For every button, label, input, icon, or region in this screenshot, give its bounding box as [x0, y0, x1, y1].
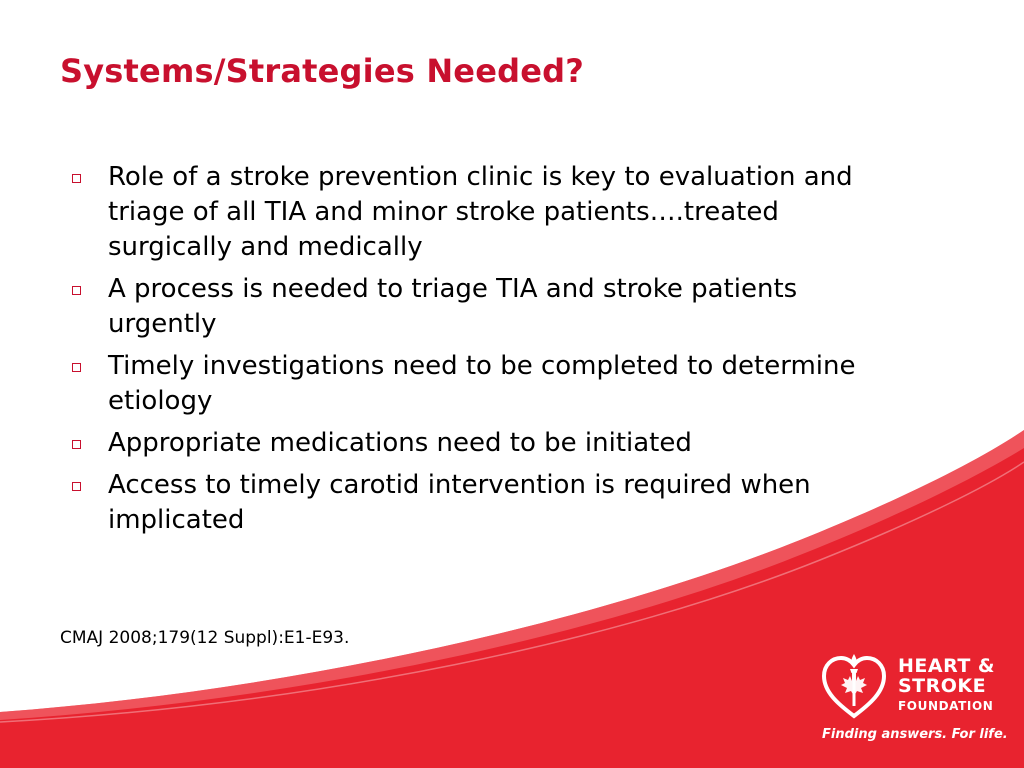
bullet-text: Access to timely carotid intervention is required when implicated — [108, 470, 811, 535]
logo-line-stroke: STROKE — [898, 675, 987, 697]
list-item — [68, 349, 858, 419]
logo-wordmark — [898, 656, 995, 716]
list-item — [68, 160, 858, 265]
logo-line-foundation: FOUNDATION — [898, 699, 994, 713]
list-item — [68, 426, 858, 461]
square-bullet-icon — [72, 286, 81, 295]
logo-tagline: Finding answers. For life. — [822, 727, 1008, 742]
bullet-list — [68, 160, 858, 545]
square-bullet-icon — [72, 174, 81, 183]
list-item — [68, 468, 858, 538]
bullet-text: Role of a stroke prevention clinic is key to evaluation and triage of all TIA and minor stroke patients….treated surgically and medically — [108, 162, 853, 262]
square-bullet-icon — [72, 482, 81, 491]
bullet-text: A process is needed to triage TIA and stroke patients urgently — [108, 274, 798, 339]
slide-title: Systems/Strategies Needed? — [60, 52, 584, 90]
citation: CMAJ 2008;179(12 Suppl):E1-E93. — [60, 628, 350, 648]
list-item — [68, 272, 858, 342]
bullet-text: Timely investigations need to be completed to determine etiology — [108, 351, 856, 416]
heart-torch-maple-leaf-icon — [818, 650, 890, 722]
logo-line-heart: HEART & — [898, 655, 996, 677]
heart-and-stroke-logo — [818, 646, 1008, 756]
square-bullet-icon — [72, 363, 81, 372]
square-bullet-icon — [72, 440, 81, 449]
bullet-text: Appropriate medications need to be initiated — [108, 428, 692, 458]
